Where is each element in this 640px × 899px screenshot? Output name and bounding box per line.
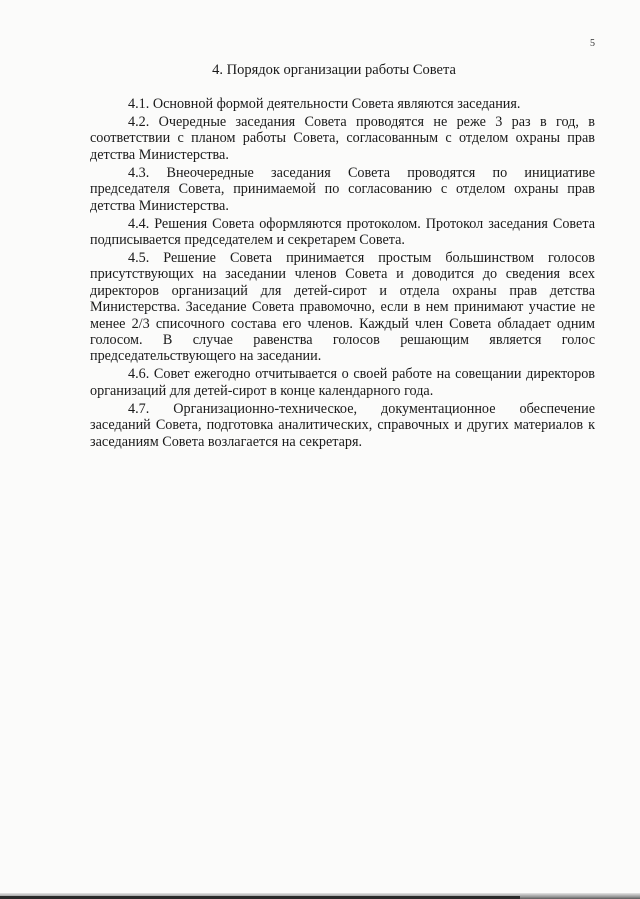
paragraph-4-1: 4.1. Основной формой деятельности Совета являются заседания. [128, 96, 521, 112]
paragraph-4-7: 4.7. Организационно-техническое, документационное обеспечение заседаний Совета, подготовка аналитических, справочных и других материалов к заседаниям Совета возлагается на секретаря. [90, 400, 595, 450]
paragraph-4-6: 4.6. Совет ежегодно отчитывается о своей работе на совещании директоров организаций для детей-сирот в конце календарного года. [90, 366, 595, 399]
paragraph-4-5: 4.5. Решение Совета принимается простым большинством голосов присутствующих на заседании членов Совета и доводится до сведения всех директоров организаций для детей-сирот и отдела охраны прав детства Министерства. Заседание Совета правомочно, если в нем принимают участие не менее 2/3 списочного состава его членов. Каждый член Совета обладает одним голосом. В случае равенства голосов решающим является голос председательствующего на заседании. [90, 250, 595, 365]
page-number: 5 [590, 38, 595, 49]
document-body [90, 96, 595, 452]
paragraph-4-2: 4.2. Очередные заседания Совета проводятся не реже 3 раз в год, в соответствии с планом работы Совета, согласованным с отделом охраны прав детства Министерства. [90, 114, 595, 163]
section-title: 4. Порядок организации работы Совета [212, 62, 456, 78]
paragraph-4-4: 4.4. Решения Совета оформляются протоколом. Протокол заседания Совета подписывается председателем и секретарем Совета. [90, 215, 595, 249]
paragraph-4-3: 4.3. Внеочередные заседания Совета проводятся по инициативе председателя Совета, принимаемой по согласованию с отделом охраны прав детства Министерства. [90, 164, 595, 214]
